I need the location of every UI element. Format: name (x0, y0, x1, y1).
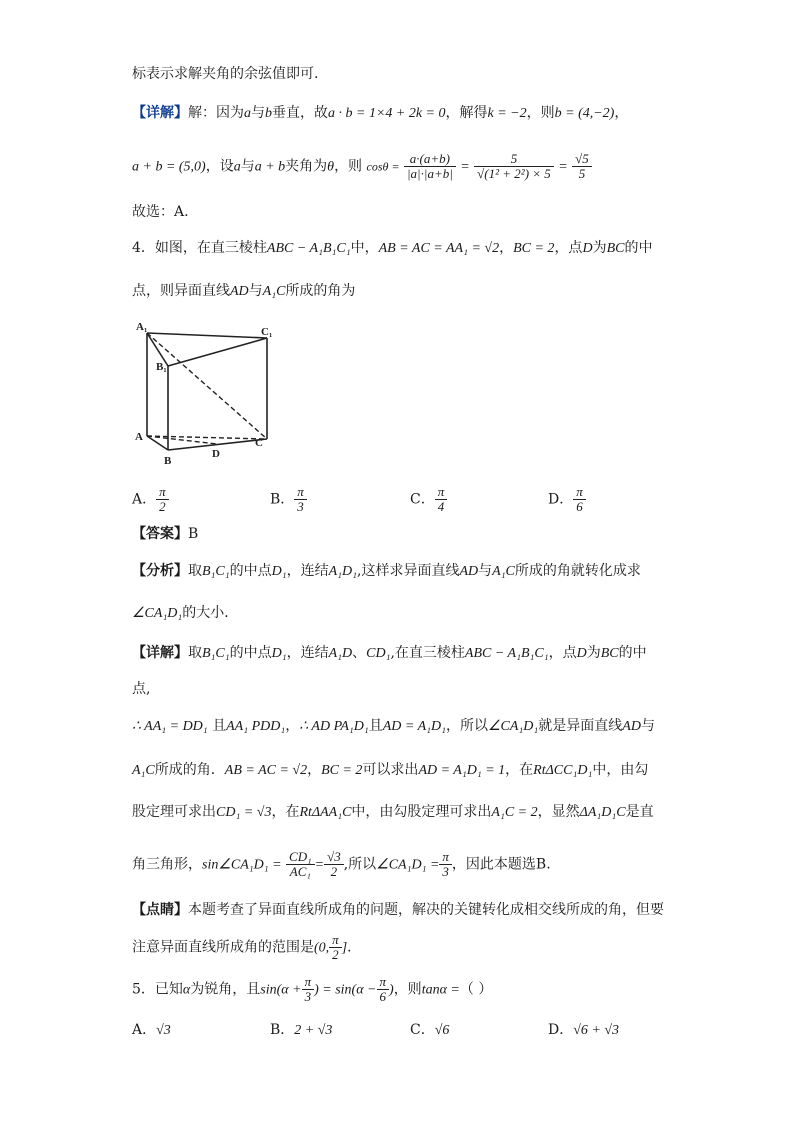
text: 与 (251, 105, 265, 121)
q4-option-d[interactable]: D． $\frac{\pi}{6}$ (548, 485, 586, 514)
q4-detail-line2: 点, (132, 681, 151, 697)
math: BC = 2 (513, 241, 555, 256)
text: 与 (248, 283, 263, 299)
math: θ (327, 159, 335, 175)
continuation-line: 标表示求解夹角的余弦值即可. (132, 66, 319, 82)
text: 中， (350, 240, 379, 256)
q3-detail-line2: a + b = (5,0)，设a与a + b夹角为θ，则 cosθ = $\frac{a\cdot(a+b)}{|a|\cdot|a+b|}$ = $\frac{5}{\text{√(1² + 2²) × 5}}$ = $\frac{√5}{5}$ (132, 152, 592, 181)
q5-option-c[interactable]: C．√6 (410, 1022, 450, 1038)
detail-tag: 【详解】 (132, 105, 188, 121)
edge-a1c1 (147, 333, 267, 338)
text: 垂直，故 (272, 105, 328, 121)
label-a1: A₁ (136, 321, 148, 333)
q4-detail-line3: ∴ AA₁ = DD₁ 且AA₁ PDD₁，∴ AD PA₁D₁且AD = A₁D₁，所以∠CA₁D₁就是异面直线AD与 (132, 718, 655, 734)
label-b: B (164, 455, 172, 467)
q3-detail-line1 (132, 103, 628, 124)
edge-b1c1 (168, 338, 267, 366)
text: ，点 (554, 240, 583, 256)
text: ， (614, 105, 629, 121)
q4-detail-line4: A₁C所成的角．AB = AC = √2，BC = 2可以求出AD = A₁D₁ = 1，在RtΔCC₁D₁中，由勾 (132, 762, 649, 778)
text: 为 (592, 240, 607, 256)
tip-tag: 【点睛】 (132, 902, 188, 918)
text: 夹角为 (285, 158, 328, 175)
text: 的中 (624, 240, 653, 256)
text: 解：因为 (188, 105, 244, 121)
q4-stem-line2 (132, 281, 355, 302)
q3-answer: 故选：A. (132, 204, 189, 220)
math: a (233, 159, 241, 175)
fraction: $\frac{√5}{5}$ (572, 152, 592, 181)
q5-option-b[interactable]: B．2 + √3 (270, 1022, 333, 1038)
text: 4．如图，在直三棱柱 (132, 240, 267, 256)
math: a + b (254, 159, 286, 175)
text: ，则 (334, 158, 363, 175)
q4-answer (132, 524, 198, 544)
math: a (244, 106, 251, 121)
math: D (582, 241, 593, 256)
q5-option-a[interactable]: A．√3 (132, 1022, 171, 1038)
q4-option-b[interactable]: B． $\frac{\pi}{3}$ (270, 485, 307, 514)
text: ，解得 (445, 105, 488, 121)
math: ABC − A₁B₁C₁ (266, 241, 351, 256)
q4-detail-line5: 股定理可求出CD₁ = √3，在RtΔAA₁C中，由勾股定理可求出A₁C = 2，显然ΔA₁D₁C是直 (132, 804, 654, 820)
math: AD (230, 284, 249, 299)
math: AB = AC = AA₁ = √2 (378, 241, 500, 256)
label-d: D (212, 448, 220, 460)
text: 所成的角为 (285, 283, 356, 299)
text: 与 (240, 158, 255, 175)
q4-stem-line1 (132, 238, 652, 259)
q4-detail-line6: 角三角形，sin∠CA₁D₁ = $\frac{\text{CD₁}}{\text{AC₁}}$ = $\frac{√3}{2}$ ,所以∠CA₁D₁ = $\frac{\pi}{3}$ ，因此本题选B. (132, 849, 551, 879)
math: k = −2 (487, 106, 527, 121)
prism-figure (134, 318, 276, 470)
q5-option-d[interactable]: D．√6 + √3 (548, 1022, 620, 1038)
analysis-tag: 【分析】 (132, 563, 188, 579)
math: BC (606, 241, 625, 256)
label-c1: C₁ (261, 326, 273, 338)
q4-tip-line2: 注意异面直线所成角的范围是(0, $\frac{\pi}{2}$ ]． (132, 932, 362, 962)
q4-analysis-line1: 【分析】取B₁C₁的中点D₁，连结A₁D₁,这样求异面直线AD与A₁C所成的角就转化成求 (132, 563, 641, 579)
q5-stem: 5．已知α为锐角，且sin(α + $\frac{\pi}{3}$ ) = sin(α − $\frac{\pi}{6}$ )，则tanα =（ ） (132, 974, 493, 1004)
text: ，设 (205, 158, 234, 175)
q4-analysis-line2: ∠CA₁D₁的大小． (132, 605, 239, 621)
q4-option-c[interactable]: C． $\frac{\pi}{4}$ (410, 485, 447, 514)
math: b = (4,−2) (554, 106, 615, 121)
math: a + b = (5,0) (132, 159, 206, 175)
text: ， (499, 240, 514, 256)
fraction: $\frac{5}{\text{√(1² + 2²) × 5}}$ (474, 152, 554, 181)
math: cosθ = (366, 159, 400, 174)
detail-tag: 【详解】 (132, 645, 188, 661)
dashed-a1c (147, 333, 267, 439)
math: A₁C (262, 284, 286, 299)
q4-tip-line1: 【点睛】本题考查了异面直线所成角的问题，解决的关键转化成相交线所成的角，但要 (132, 902, 664, 918)
math: b (265, 106, 272, 121)
answer-value: B (188, 526, 199, 542)
label-a: A (135, 431, 143, 443)
answer-tag: 【答案】 (132, 526, 188, 542)
q4-option-a[interactable]: A． $\frac{\pi}{2}$ (132, 485, 169, 514)
text: 点，则异面直线 (132, 283, 230, 299)
label-b1: B₁ (156, 361, 167, 373)
q4-detail-line1: 【详解】取B₁C₁的中点D₁，连结A₁D、CD₁,在直三棱柱ABC − A₁B₁C₁，点D为BC的中 (132, 645, 647, 661)
text: ，则 (526, 105, 555, 121)
fraction: $\frac{a\cdot(a+b)}{|a|\cdot|a+b|}$ (404, 152, 456, 181)
math: a · b = 1×4 + 2k = 0 (328, 106, 446, 121)
label-c: C (255, 437, 263, 449)
